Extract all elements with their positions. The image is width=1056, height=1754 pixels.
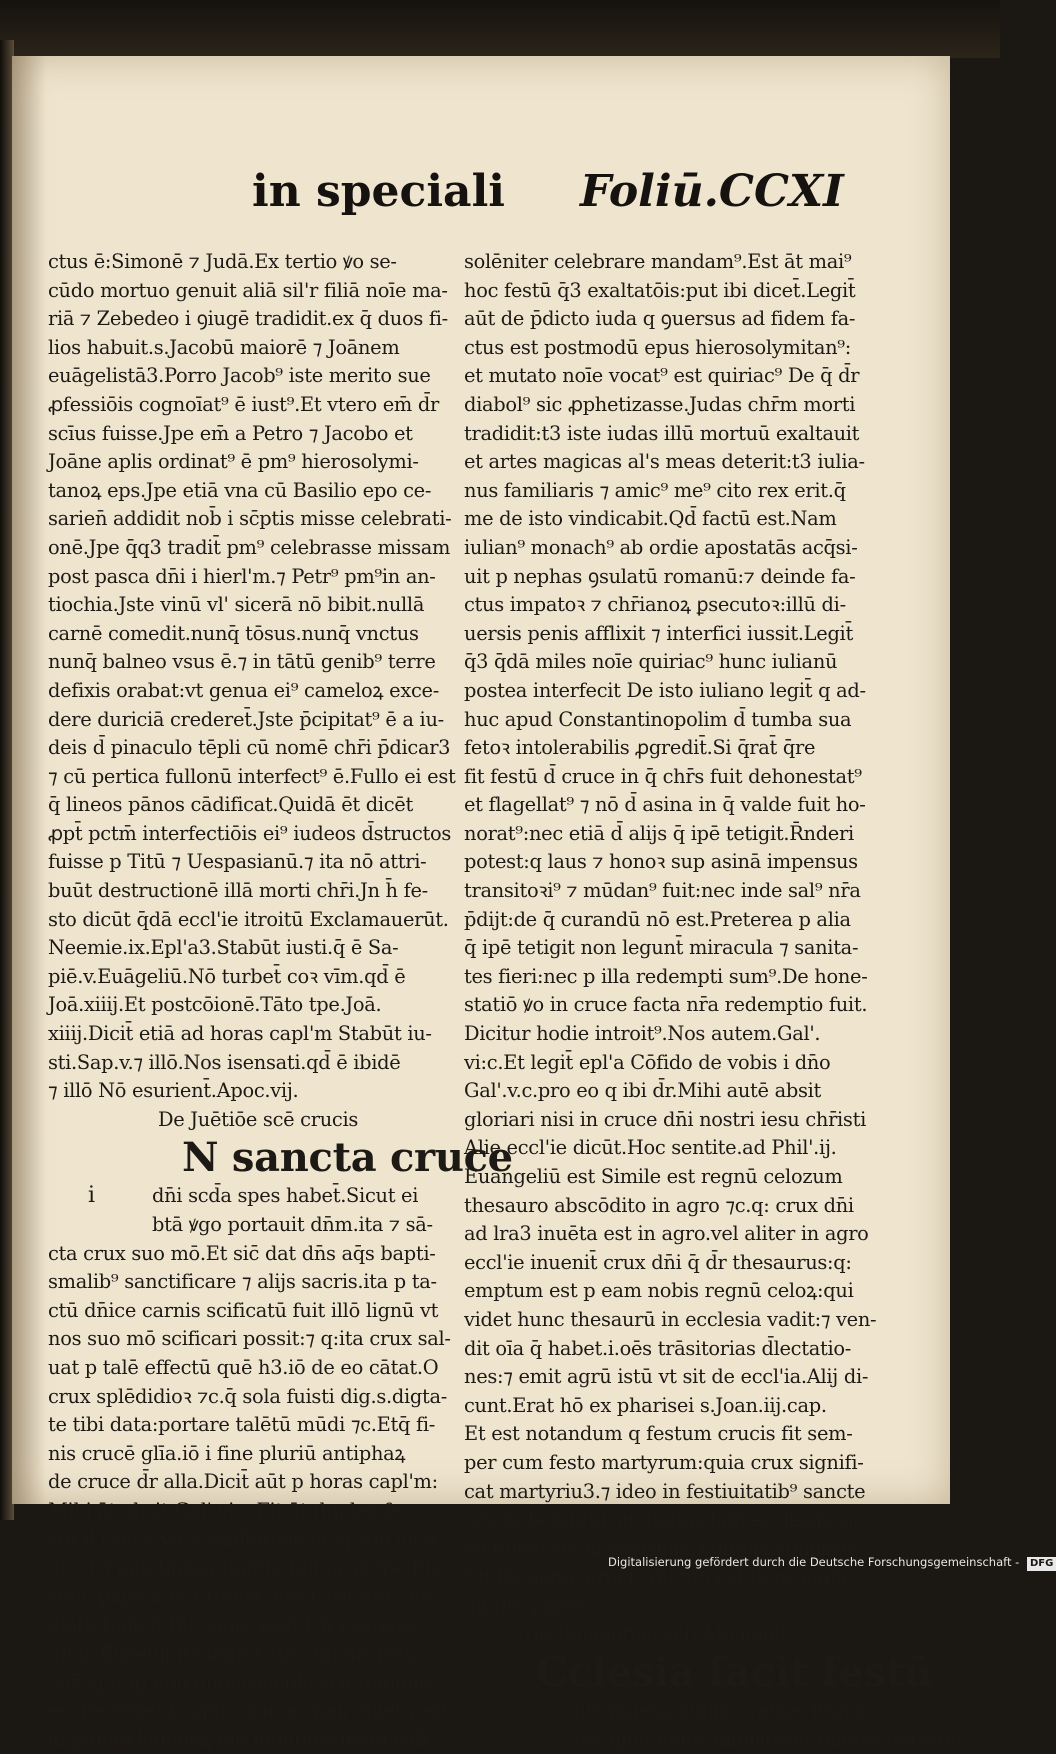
text-line: nis crucē glīa.iō i fine pluriū antiphaꝝ [48,1441,406,1465]
text-line: btā ꝟgo portauit dn̄m.ita ⁊ sā- [152,1213,433,1236]
text-line: buūt destructionē illā morti chr̄i.Jn h̄ fe- [48,879,428,903]
right-column [464,248,964,1754]
text-line: riā ⁊ Zebedeo i ꝯiugē tradidit.ex q̄ duos fi- [48,307,448,331]
display-line-sancta-cruce: N sancta cruce [182,1134,513,1182]
text-line: nes:⁊ emit agrū istū vt sit de eccl'ia.Alij di- [464,1365,869,1389]
text-line: cūdo mortuo genuit aliā sil'r filiā noīe ma- [48,278,448,302]
text-line: dit oīa q̄ habet.i.oēs trāsitorias d̄lectatio- [464,1336,851,1360]
text-line: sto dicūt q̄dā eccl'ie itroitū Exclamauerūt. [48,907,449,931]
text-line: Et est notandum q festum crucis fit sem- [464,1422,853,1446]
text-line: et artes magicas al's meas deterit:t3 iulia- [464,450,865,474]
text-line: dn̄i scd̄a spes habet̄.Sicut ei [152,1184,419,1208]
text-line: eccl'ie inuenit̄ crux dn̄i q̄ d̄r thesaurus:q: [464,1250,852,1274]
text-line: euāgelistā3.Porro Jacob⁹ iste merito sue [48,364,431,388]
text-line: tradidit:t3 iste iudas illū mortuū exaltauit [464,421,860,445]
text-line: uersis penis afflixit ⁊ interfici iussit.Legit̄ [464,621,853,645]
left-column-text-a [48,248,456,1106]
text-line: solēniter celebrare mandam⁹.Est āt mai⁹ [464,250,852,273]
text-line: nos suo mō scificari possit:⁊ q:ita crux sal- [48,1327,451,1351]
text-line: de cruce d̄r alla.Dicit̄ aūt p horas capl'm: [48,1470,438,1494]
text-line: ctus est postmodū epus hierosolymitan⁹: [464,335,852,359]
section-heading-invention-cross: De Juētiōe scē crucis [158,1107,359,1131]
text-line: lectiones de martyribus ⁊ officia cōmisce- [464,1536,859,1560]
text-line: smalib⁹ sanctificare ⁊ alijs sacris.ita p ta- [48,1270,437,1294]
text-line: stū d̄ cruce.vic3 exaltatiōis:de q̄ suo loco [48,1527,436,1551]
text-line: per cum festo martyrum:quia crux signifi- [464,1450,864,1474]
funding-note: Digitalisierung gefördert durch die Deutsche Forschungsgemeinschaft - [608,1555,1020,1569]
text-line: lios habuit.s.Jacobū maiorē ⁊ Joānem [48,335,400,359]
text-line: eccl'ie tenētib⁹:q̄nto nonas maij inuēta est [48,1699,449,1723]
initial-letter: i [88,1183,95,1209]
text-line: transitoꝛi⁹ ⁊ mūdan⁹ fuit:nec inde sal⁹ nr̄a [464,879,861,903]
text-line: piē.v.Euāgeliū.Nō turbet̄ coꝛ vīm.qd̄ ē [48,964,406,988]
text-line: onē.Jpe q̄q3 tradit̄ pm⁹ celebrasse missam [48,535,451,559]
text-line: gloriari nisi in cruce dn̄i nostri iesu chr̄isti [464,1107,866,1131]
text-line: crucis leguntur in quibusdam ecclesijs.vj [464,1508,854,1532]
running-title: in speciali [252,166,505,217]
text-line: tes fieri:nec p illa redempti sum⁹.De hone- [464,964,868,988]
text-line: post pasca dn̄i i hierl'm.⁊ Petr⁹ pm⁹in an- [48,564,436,588]
text-line: fetoꝛ intolerabilis ꝓgredit̄.Si q̄rat̄ q̄re [464,736,816,760]
text-line: tiochia.Jste vinū vl' sicerā nō bibit.nullā [48,593,425,617]
text-line: ad lra3 inuēta est in agro.vel aliter in agro [464,1222,869,1246]
text-line: Joā.xiiij.Et postcōionē.Tāto tpe.Joā. [48,993,382,1017]
text-line: thesauro abscōdito in agro ⁊c.q: crux dn̄i [464,1193,854,1217]
text-line: defixis orabat:vt genua ei⁹ cameloꝝ exce- [48,678,439,702]
text-line: Alie eccl'ie dicūt.Hoc sentite.ad Phil'.ij. [464,1136,837,1160]
section-heading-michael: De Reuelatiōe scti Michaelis. [524,1622,802,1646]
text-line: Dicitur hodie introit⁹.Nos autem.Gal'. [464,1022,821,1046]
text-line: nunq̄ balneo vsus ē.⁊ in tātū genib⁹ terre [48,650,436,674]
text-line: ꝓpt̄ pctm̄ interfectiōis ei⁹ iudeos d̄structos [48,821,451,845]
text-line: quinte partis. [464,1593,593,1617]
text-line: Mihi āt absit.Gal'.vi.c.Fit āt duplex fe- [48,1498,408,1522]
text-line: fuisse p Titū ⁊ Uespasianū.⁊ ita nō attri- [48,850,427,874]
text-line: uit p nephas ꝯsulatū romanū:⁊ deinde fa- [464,564,856,588]
text-line: de angelis duplici ratiōe.Prima [574,1699,867,1723]
text-line: q̄ ipē tetigit non legunt̄ miracula ⁊ sanita- [464,936,859,960]
text-line: diāte Juda q̄ tūc iude⁹ erat.Uñ i canone [48,1613,419,1637]
text-line: norat⁹:nec etiā d̄ alijs q̄ ipē tetigit.R̄nderi [464,821,854,845]
text-line: Gal'.v.c.pro eo q ibi d̄r.Mihi autē absit [464,1079,821,1103]
text-line: q̄ lineos pānos cādificat.Quidā ēt dicēt [48,793,413,817]
text-line: te tibi data:portare talētū mūdi ⁊c.Etq̄ fi- [48,1413,436,1437]
text-line: q̄3 q̄dā miles noīe quiriac⁹ hunc iulianū [464,650,838,674]
text-line: p̄dijt:de q̄ curandū nō est.Preterea p alia [464,907,851,931]
text-line: ꝓfessiōis cognoīat⁹ ē iust⁹.Et vtero em̄ d̄r [48,392,439,416]
text-line: ⁊ illō Nō esurient̄.Apoc.vij. [48,1079,299,1103]
text-line: ctus ē:Simonē ⁊ Judā.Ex tertio ꝟo se- [48,250,397,273]
text-line: scīus fuisse.Jpe em̄ a Petro ⁊ Jacobo et [48,421,413,445]
text-line: dere duriciā crederet̄.Jste p̄cipitat⁹ ē a iu- [48,707,444,731]
left-column-text-c [48,1240,451,1754]
text-line: me de isto vindicabit.Qd̄ factū est.Nam [464,507,837,531]
folio-number: Foliū.CCXI [580,166,844,217]
text-line: nus familiaris ⁊ amic⁹ me⁹ cito rex erit.q̄ [464,478,846,502]
text-line: diabol⁹ sic ꝓphetizasse.Judas chr̄m morti [464,392,856,416]
text-line: et flagellat⁹ ⁊ nō d̄ asina in q̄ valde fuit ho- [464,793,866,817]
text-line: ctus impatoꝛ ⁊ chr̄ianoꝝ ꝑsecutoꝛ:illū di- [464,593,846,617]
text-line: in p̄dicto kalēdaꝝ die inuētiōis festū vob̄ [48,1727,428,1751]
text-line: cat martyriu3.⁊ ideo in festiuitatib⁹ sancte [464,1479,866,1503]
text-line: sarien̄ addidit nob̄ i sc̄ptis misse celebrati- [48,507,452,531]
text-line: uat p talē effectū quē h3.iō de eo cātat.O [48,1355,439,1379]
text-line: ipius Eusebij ita legit̄.Crux dn̄i nr̄i Jesu [48,1641,417,1665]
text-line: cunt.Erat hō ex pharisei s.Joan.iij.cap. [464,1393,827,1417]
text-line: Neemie.ix.Epl'a3.Stabūt iusti.q̄ ē Sa- [48,936,399,960]
text-line: tur.De signo crucis dictu3 est in proemio [464,1565,853,1589]
text-line: iulian⁹ monach⁹ ab ordie apostatās acq̄si- [464,535,858,559]
text-line: et mutato noīe vocat⁹ est quiriac⁹ De q̄ d̄r [464,364,860,388]
display-line-ecclesia: Cclesia facit festū [536,1649,933,1697]
initial-block [48,1182,443,1239]
text-line: crux splēdidioꝛ ⁊c.q̄ sola fuisti dig.s.digta- [48,1384,447,1408]
text-line: xiiij.Dicit̄ etiā ad horas capl'm Stabūt iu- [48,1022,432,1046]
text-line: chr̄i:q̄ nup nob̄ gubernacula scē romane [48,1670,430,1694]
digitization-credit [608,1551,1054,1573]
text-line: sti.Sap.v.⁊ illō.Nos isensati.qd̄ ē ibidē [48,1050,401,1074]
text-line: hoc festū q̄3 exaltatōis:put ibi dicet̄.Legit̄ [464,278,856,302]
text-line: Euangeliū est Simile est regnū celozum [464,1165,843,1188]
right-column-text-a [464,248,877,1621]
text-line: emptum est p eam nobis regnū celoꝝ:qui [464,1279,854,1303]
text-line: videt hunc thesaurū in ecclesia vadit:⁊ ven- [464,1307,877,1331]
text-line: aūt de p̄dicto iuda q ꝯuersus ad fidem fa- [464,307,856,331]
text-line: cta crux suo mō.Et sic̄ dat dn̄s aq̄s bapti- [48,1241,436,1265]
text-line: huc apud Constantinopolim d̄ tumba sua [464,707,852,731]
text-line: fit festū d̄ cruce in q̄ chr̄s fuit dehonestat⁹ [464,764,862,788]
dfg-logo: DFG [1027,1557,1056,1571]
book-top-edge [0,0,1000,58]
initial-block-lines [152,1182,443,1239]
right-column-text-b [464,1697,964,1754]
text-line: dicet̄.⁊ inuētiōis.q:inuēta fuit crux tpe Eu- [48,1556,444,1580]
text-line: ⁊ cū pertica fullonū interfect⁹ ē.Fullo ei est [48,764,456,788]
text-line: vi:c.Et legit̄ epl'a Cōfido de vobis i dn̄o [464,1050,831,1074]
text-line: sebij pape.a btā Helēa mr̄e Cōstātini me- [48,1584,439,1608]
text-line: deis d̄ pinaculo tēpli cū nomē chr̄i p̄dicar3 [48,736,451,760]
text-line: statiō ꝟo in cruce facta nr̄a redemptio fuit. [464,993,868,1017]
text-line: est:quia nobis ministrant:omnes em̄ sunt [574,1727,964,1751]
text-line: ctū dn̄ice carnis scificatū fuit illō lignū vt [48,1298,439,1322]
text-line: tanoꝝ eps.Jpe etiā vna cū Basilio epo ce- [48,478,432,502]
text-line: Joāne aplis ordinat⁹ ē pm⁹ hierosolymi- [48,450,419,474]
text-line: potest:q laus ⁊ honoꝛ sup asinā impensus [464,850,858,874]
left-column [48,248,513,1754]
text-line: postea interfecit De isto iuliano legit̄ q ad- [464,678,866,702]
text-line: carnē comedit.nunq̄ tōsus.nunq̄ vnctus [48,621,419,645]
